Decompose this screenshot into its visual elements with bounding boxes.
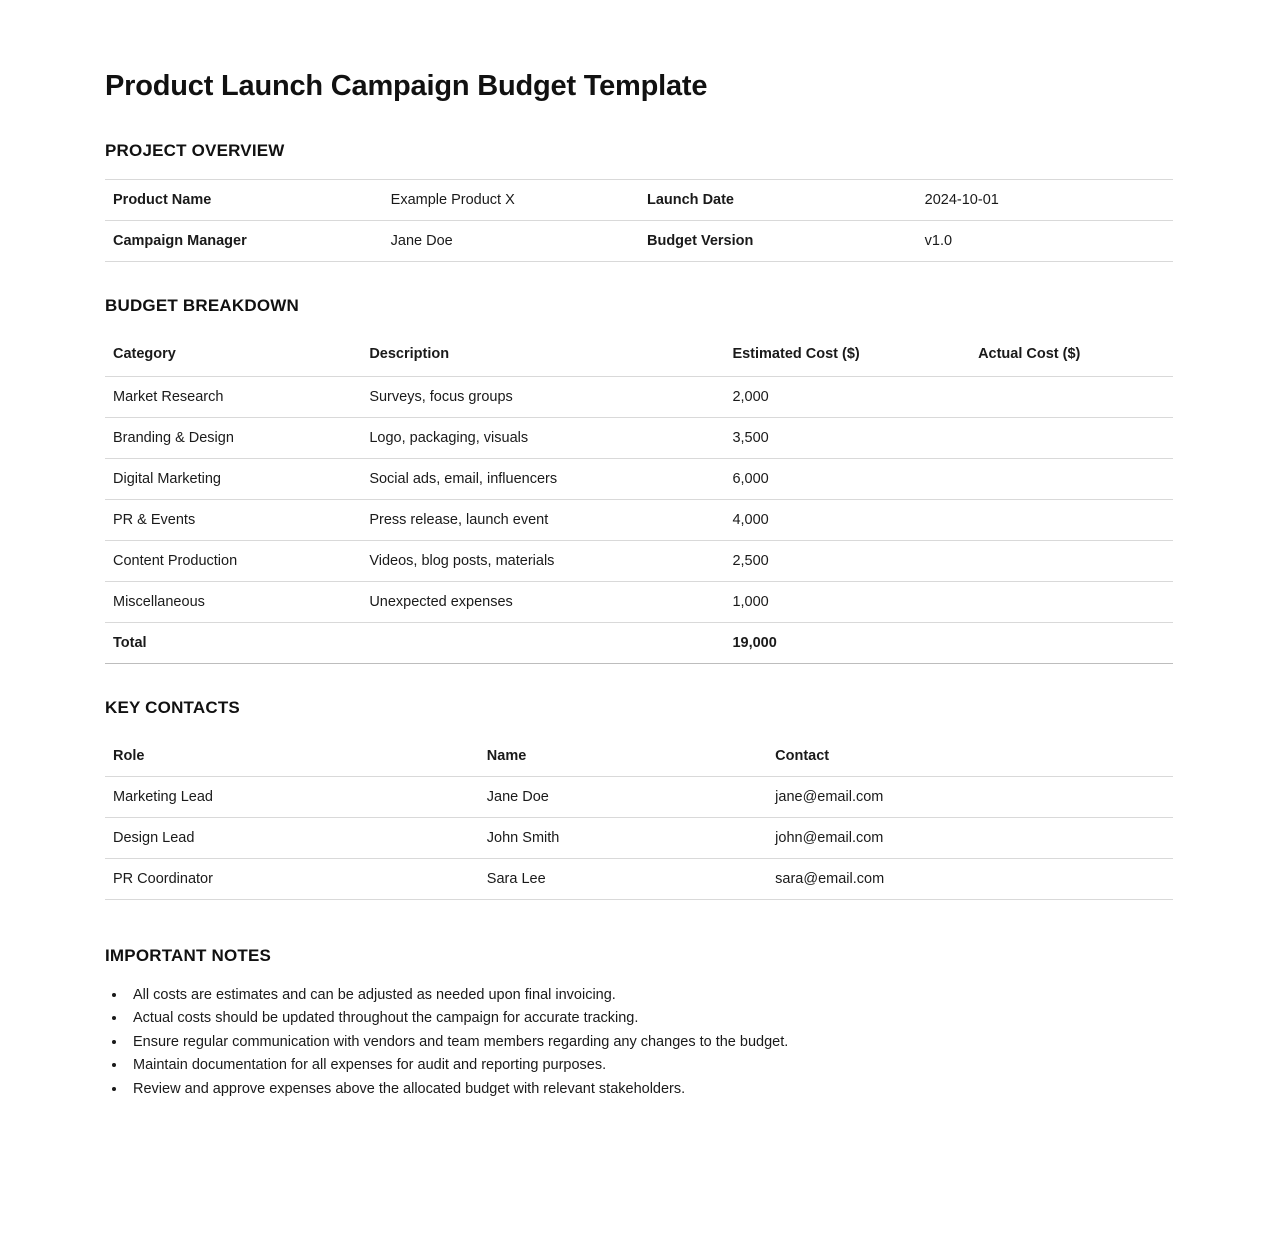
table-row (105, 500, 1173, 541)
contacts-column-name: Name (479, 736, 767, 777)
contact-cell-role: Design Lead (105, 818, 479, 859)
budget-cell-actual[interactable] (970, 377, 1173, 418)
budget-cell-description: Press release, launch event (361, 500, 724, 541)
budget-total-description (361, 623, 724, 664)
table-row (105, 859, 1173, 900)
budget-cell-estimated: 2,500 (724, 541, 970, 582)
list-item: • Actual costs should be updated throughout the campaign for accurate tracking. (127, 1007, 1173, 1030)
budget-cell-estimated: 3,500 (724, 418, 970, 459)
budget-total-label: Total (105, 623, 361, 664)
budget-breakdown-heading: BUDGET BREAKDOWN (105, 296, 299, 315)
overview-label-product-name: Product Name (105, 180, 383, 221)
budget-cell-actual[interactable] (970, 541, 1173, 582)
table-row (105, 777, 1173, 818)
budget-column-actual-cost: Actual Cost ($) (970, 334, 1173, 377)
list-item: • Review and approve expenses above the allocated budget with relevant stakeholders. (127, 1078, 1173, 1101)
overview-label-budget-version: Budget Version (639, 221, 917, 262)
table-header-row (105, 736, 1173, 777)
overview-label-campaign-manager: Campaign Manager (105, 221, 383, 262)
budget-breakdown-section (105, 296, 1173, 664)
key-contacts-heading: KEY CONTACTS (105, 698, 240, 717)
budget-cell-description: Surveys, focus groups (361, 377, 724, 418)
overview-value-campaign-manager: Jane Doe (383, 221, 639, 262)
important-notes-section (105, 946, 1173, 1101)
contact-cell-name: John Smith (479, 818, 767, 859)
budget-cell-description: Logo, packaging, visuals (361, 418, 724, 459)
budget-cell-category: Market Research (105, 377, 361, 418)
overview-value-product-name: Example Product X (383, 180, 639, 221)
budget-cell-category: Content Production (105, 541, 361, 582)
budget-column-category: Category (105, 334, 361, 377)
table-row (105, 377, 1173, 418)
list-item: • All costs are estimates and can be adjusted as needed upon final invoicing. (127, 984, 1173, 1007)
contacts-column-role: Role (105, 736, 479, 777)
table-row (105, 418, 1173, 459)
budget-cell-actual[interactable] (970, 582, 1173, 623)
budget-cell-category: Miscellaneous (105, 582, 361, 623)
contact-cell-email[interactable]: john@email.com (767, 818, 1173, 859)
table-row (105, 541, 1173, 582)
overview-label-launch-date: Launch Date (639, 180, 917, 221)
contact-cell-role: Marketing Lead (105, 777, 479, 818)
table-row (105, 818, 1173, 859)
budget-cell-description: Videos, blog posts, materials (361, 541, 724, 582)
contacts-column-contact: Contact (767, 736, 1173, 777)
budget-cell-estimated: 1,000 (724, 582, 970, 623)
budget-cell-estimated: 4,000 (724, 500, 970, 541)
budget-cell-actual[interactable] (970, 500, 1173, 541)
budget-breakdown-table (105, 334, 1173, 664)
table-row (105, 582, 1173, 623)
contact-cell-role: PR Coordinator (105, 859, 479, 900)
budget-cell-category: PR & Events (105, 500, 361, 541)
list-item: • Ensure regular communication with vendors and team members regarding any changes to the budget. (127, 1031, 1173, 1054)
overview-value-budget-version: v1.0 (917, 221, 1173, 262)
project-overview-heading: PROJECT OVERVIEW (105, 141, 285, 160)
budget-cell-description: Unexpected expenses (361, 582, 724, 623)
key-contacts-section (105, 698, 1173, 900)
important-notes-list (105, 984, 1173, 1101)
page-title: Product Launch Campaign Budget Template (105, 70, 708, 102)
table-row (105, 459, 1173, 500)
contact-cell-email[interactable]: jane@email.com (767, 777, 1173, 818)
contact-cell-name: Jane Doe (479, 777, 767, 818)
table-row (105, 180, 1173, 221)
table-header-row (105, 334, 1173, 377)
contact-cell-name: Sara Lee (479, 859, 767, 900)
budget-total-actual (970, 623, 1173, 664)
important-notes-heading: IMPORTANT NOTES (105, 946, 272, 965)
budget-cell-actual[interactable] (970, 418, 1173, 459)
budget-total-estimated: 19,000 (724, 623, 970, 664)
budget-total-row (105, 623, 1173, 664)
project-overview-table (105, 179, 1173, 262)
budget-cell-category: Digital Marketing (105, 459, 361, 500)
list-item: • Maintain documentation for all expenses for audit and reporting purposes. (127, 1054, 1173, 1077)
budget-column-estimated-cost: Estimated Cost ($) (724, 334, 970, 377)
budget-cell-estimated: 6,000 (724, 459, 970, 500)
table-row (105, 221, 1173, 262)
key-contacts-table (105, 736, 1173, 900)
budget-cell-actual[interactable] (970, 459, 1173, 500)
budget-column-description: Description (361, 334, 724, 377)
budget-cell-estimated: 2,000 (724, 377, 970, 418)
project-overview-section (105, 141, 1173, 262)
budget-cell-description: Social ads, email, influencers (361, 459, 724, 500)
contact-cell-email[interactable]: sara@email.com (767, 859, 1173, 900)
budget-cell-category: Branding & Design (105, 418, 361, 459)
overview-value-launch-date: 2024-10-01 (917, 180, 1173, 221)
